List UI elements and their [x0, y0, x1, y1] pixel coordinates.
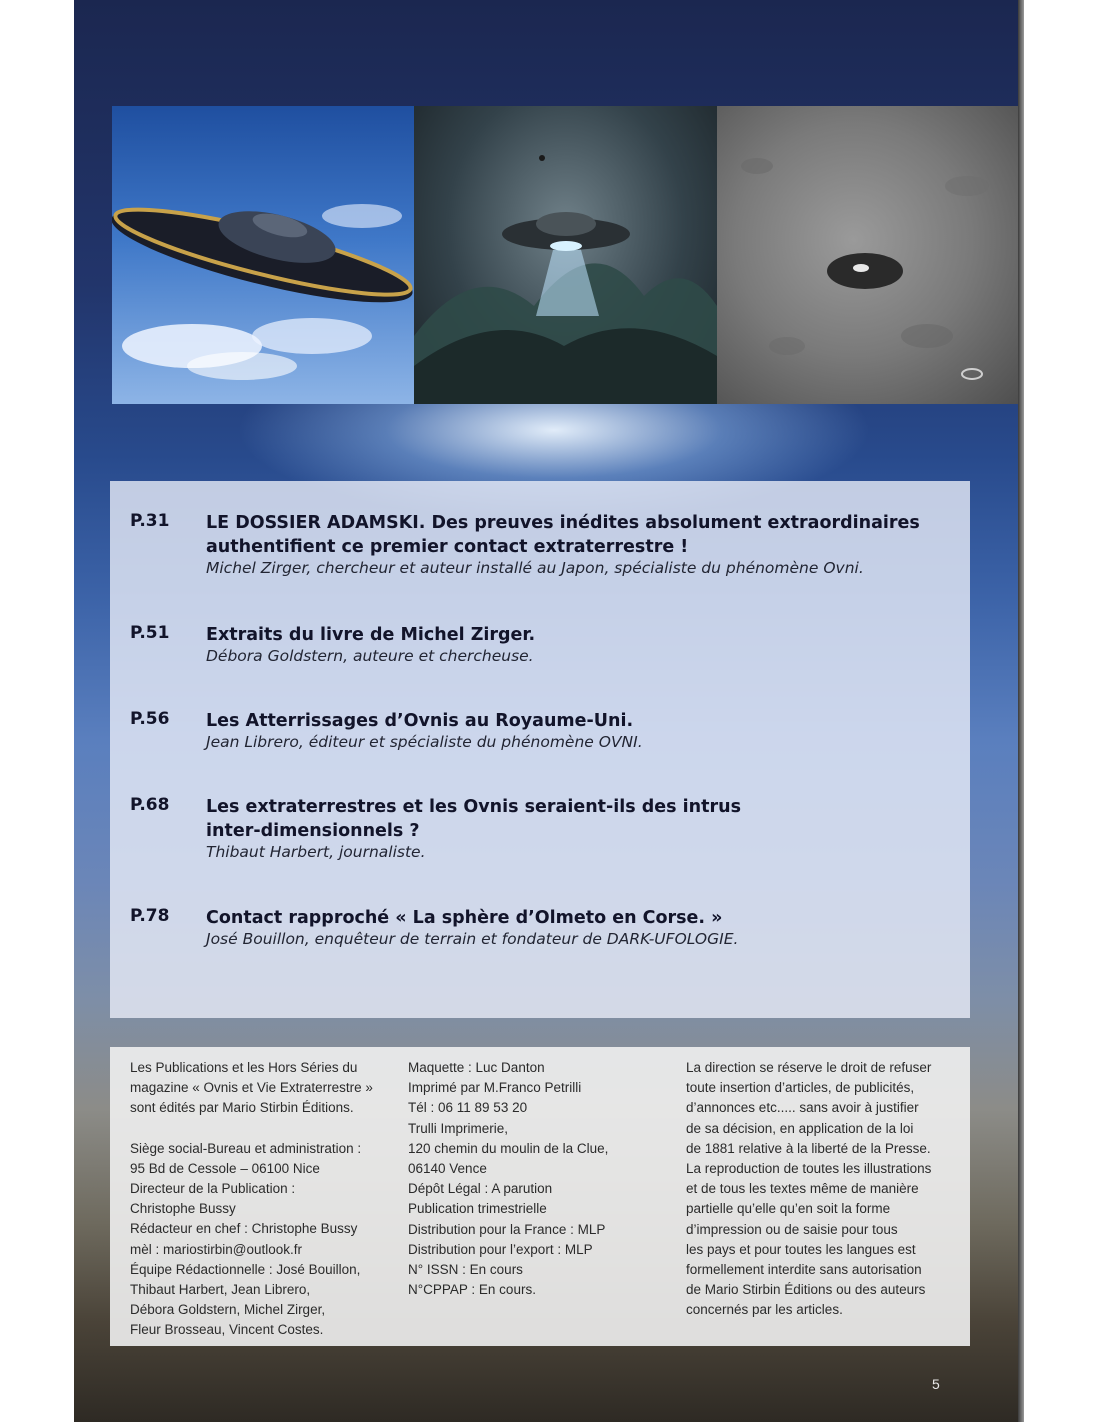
photo-ufo-storm [414, 106, 717, 404]
credits-line: 120 chemin du moulin de la Clue, [408, 1140, 609, 1156]
credits-line: Thibaut Harbert, Jean Librero, [130, 1282, 311, 1298]
toc-title-line: Extraits du livre de Michel Zirger. [206, 625, 536, 645]
toc-author: Michel Zirger, chercheur et auteur installé au Japon, spécialiste du phénomène Ovni. [206, 559, 864, 577]
legal-line: de sa décision, en application de la loi [686, 1120, 914, 1136]
toc-title [206, 511, 966, 559]
toc-page-number: P.51 [130, 623, 170, 643]
toc-author: José Bouillon, enquêteur de terrain et fondateur de DARK-UFOLOGIE. [206, 930, 739, 948]
paragraph-gap [130, 1119, 388, 1139]
toc-author: Débora Goldstern, auteure et chercheuse. [206, 647, 534, 665]
credits-phone: Tél : 06 11 89 53 20 [408, 1100, 528, 1116]
credits-column-legal [686, 1058, 940, 1321]
credits-line: magazine « Ovnis et Vie Extraterrestre » [130, 1080, 373, 1096]
legal-line: de Mario Stirbin Éditions ou des auteurs [686, 1282, 926, 1298]
legal-line: et de tous les textes même de manière [686, 1181, 919, 1197]
toc-page-number: P.78 [130, 906, 170, 926]
credits-line: Dépôt Légal : A parution [408, 1181, 553, 1197]
toc-title-line: Les extraterrestres et les Ovnis seraient-ils des intrus [206, 797, 742, 817]
legal-line: d’annonces etc..... sans avoir à justifier [686, 1100, 919, 1116]
photo-flying-saucer-sky [112, 106, 414, 404]
legal-line: partielle qu’elle qu’en soit la forme [686, 1201, 891, 1217]
legal-line: La direction se réserve le droit de refuser [686, 1060, 932, 1075]
credits-line: Les Publications et les Hors Séries du [130, 1060, 358, 1075]
ufo-beam-icon [414, 106, 717, 404]
legal-line: toute insertion d’articles, de publicités, [686, 1080, 915, 1096]
photo-strip [112, 106, 1020, 404]
legal-line: d’impression ou de saisie pour tous [686, 1221, 898, 1237]
credits-column-publisher [130, 1058, 388, 1341]
legal-line: de 1881 relative à la liberté de la Presse. [686, 1140, 931, 1156]
credits-line: Équipe Rédactionnelle : José Bouillon, [130, 1261, 361, 1277]
credits-line: Distribution pour l’export : MLP [408, 1241, 593, 1257]
toc-title [206, 795, 966, 843]
toc-author: Jean Librero, éditeur et spécialiste du phénomène OVNI. [206, 733, 643, 751]
credits-line: N°CPPAP : En cours. [408, 1282, 536, 1298]
credits-line: Distribution pour la France : MLP [408, 1221, 606, 1237]
legal-line: concernés par les articles. [686, 1302, 843, 1318]
credits-line: Directeur de la Publication : [130, 1181, 296, 1197]
credits-line: N° ISSN : En cours [408, 1262, 523, 1278]
legal-line: les pays et pour toutes les langues est [686, 1241, 916, 1257]
page-number: 5 [932, 1376, 940, 1392]
credits-line: Publication trimestrielle [408, 1201, 547, 1217]
toc-title-line: LE DOSSIER ADAMSKI. Des preuves inédites absolument extraordinaires [206, 513, 920, 533]
credits-line: Maquette : Luc Danton [408, 1060, 545, 1075]
credits-line: 95 Bd de Cessole – 06100 Nice [130, 1160, 320, 1176]
credits-line: Trulli Imprimerie, [408, 1120, 509, 1136]
toc-title [206, 709, 966, 733]
legal-line: formellement interdite sans autorisation [686, 1262, 922, 1278]
flying-saucer-icon [112, 106, 414, 404]
credits-line: Débora Goldstern, Michel Zirger, [130, 1302, 326, 1318]
legal-line: La reproduction de toutes les illustrations [686, 1161, 932, 1177]
toc-page-number: P.31 [130, 511, 170, 531]
photo-moon-surface [717, 106, 1020, 404]
credits-line: Imprimé par M.Franco Petrilli [408, 1080, 582, 1096]
credits-line: Fleur Brosseau, Vincent Costes. [130, 1322, 324, 1338]
credits-box [110, 1047, 970, 1346]
toc-title-line: Les Atterrissages d’Ovnis au Royaume-Uni. [206, 711, 634, 731]
toc-title [206, 906, 966, 930]
moon-crater-icon [717, 106, 1020, 404]
toc-title-line: inter-dimensionnels ? [206, 821, 420, 841]
toc-title-line: Contact rapproché « La sphère d’Olmeto en Corse. » [206, 908, 723, 928]
toc-title-line: authentifient ce premier contact extraterrestre ! [206, 537, 689, 557]
toc-page-number: P.68 [130, 795, 170, 815]
table-of-contents [110, 481, 970, 1018]
toc-title [206, 623, 966, 647]
credits-line: Siège social-Bureau et administration : [130, 1140, 362, 1156]
credits-line: 06140 Vence [408, 1161, 487, 1177]
credits-line: sont édités par Mario Stirbin Éditions. [130, 1100, 354, 1116]
credits-line: Rédacteur en chef : Christophe Bussy [130, 1221, 358, 1237]
toc-page-number: P.56 [130, 709, 170, 729]
magazine-page [74, 0, 1024, 1422]
credits-line: Christophe Bussy [130, 1201, 236, 1217]
credits-email: mèl : mariostirbin@outlook.fr [130, 1241, 303, 1257]
page-edge [1018, 0, 1024, 1422]
credits-column-production [408, 1058, 670, 1300]
toc-author: Thibaut Harbert, journaliste. [206, 843, 426, 861]
